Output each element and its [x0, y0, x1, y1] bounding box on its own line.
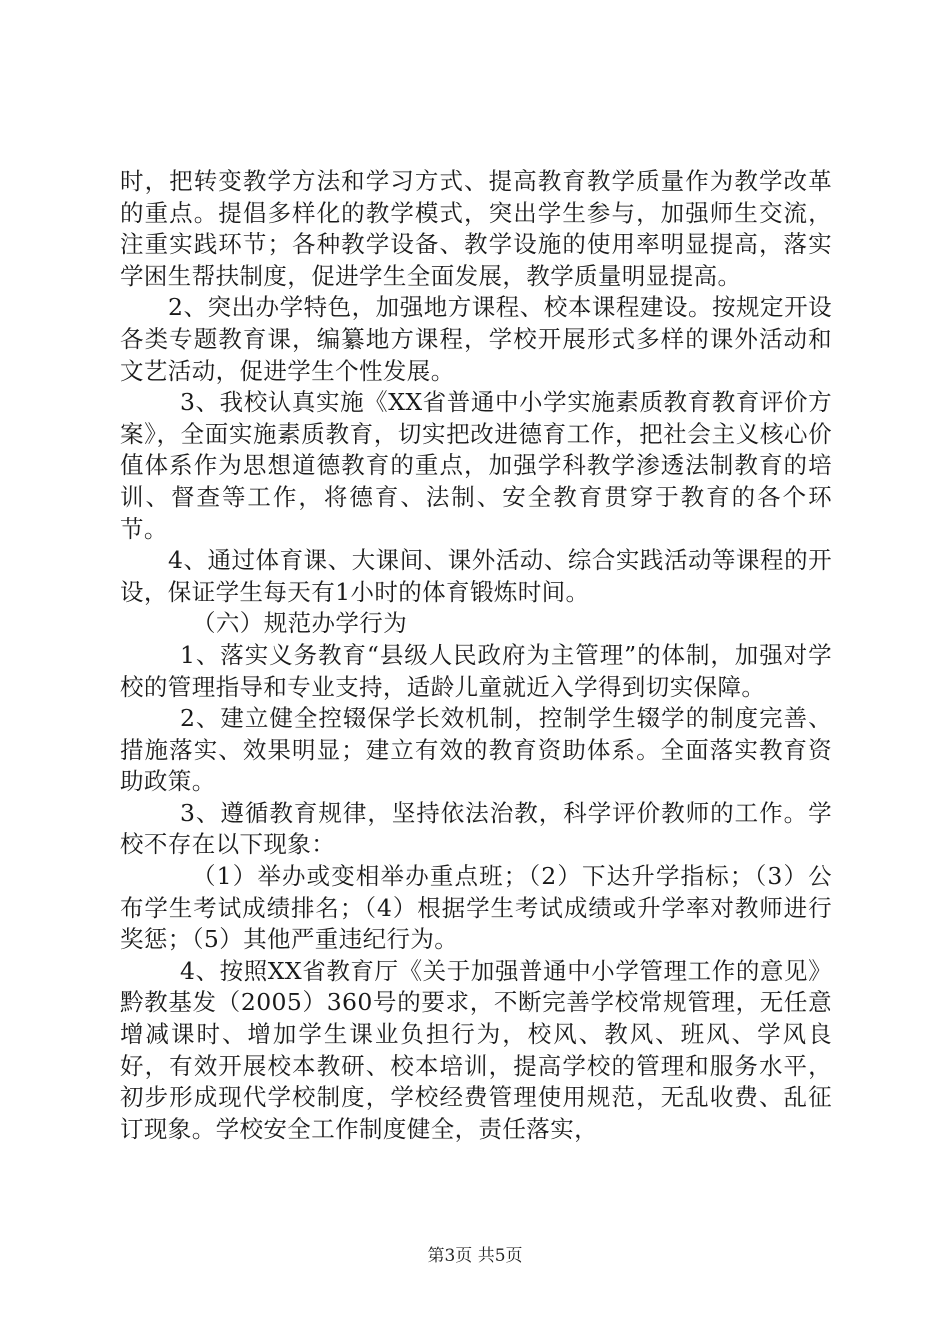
- paragraph-1: 时，把转变教学方法和学习方式、提高教育教学质量作为教学改革的重点。提倡多样化的教学模式，突出学生参与，加强师生交流，注重实践环节；各种教学设备、教学设施的使用率明显提高，落实学困生帮扶制度，促进学生全面发展，教学质量明显提高。: [120, 167, 832, 290]
- paragraph-8: （1）举办或变相举办重点班；（2）下达升学指标；（3）公布学生考试成绩排名；（4）根据学生考试成绩或升学率对教师进行奖惩；（5）其他严重违纪行为。: [120, 862, 832, 954]
- paragraph-9: 4、按照XX省教育厅《关于加强普通中小学管理工作的意见》黔教基发（2005）360号的要求，不断完善学校常规管理，无任意增减课时、增加学生课业负担行为，校风、教风、班风、学风良好，有效开展校本教研、校本培训，提高学校的管理和服务水平，初步形成现代学校制度，学校经费管理使用规范，无乱收费、乱征订现象。学校安全工作制度健全，责任落实，: [120, 956, 832, 1143]
- page-footer: 第3页 共5页: [427, 1246, 523, 1266]
- paragraph-7: 3、遵循教育规律，坚持依法治教，科学评价教师的工作。学校不存在以下现象：: [120, 798, 832, 859]
- paragraph-2: 2、突出办学特色，加强地方课程、校本课程建设。按规定开设各类专题教育课，编纂地方课程，学校开展形式多样的课外活动和文艺活动，促进学生个性发展。: [120, 293, 832, 385]
- document-body: [120, 166, 832, 1145]
- paragraph-4: 4、通过体育课、大课间、课外活动、综合实践活动等课程的开设，保证学生每天有1小时的体育锻炼时间。: [120, 546, 832, 606]
- section-heading: （六）规范办学行为: [192, 609, 408, 638]
- paragraph-5: 1、落实义务教育“县级人民政府为主管理”的体制，加强对学校的管理指导和专业支持，适龄儿童就近入学得到切实保障。: [120, 640, 832, 701]
- paragraph-6: 2、建立健全控辍保学长效机制，控制学生辍学的制度完善、措施落实、效果明显；建立有效的教育资助体系。全面落实教育资助政策。: [120, 704, 832, 796]
- paragraph-3: 3、我校认真实施《XX省普通中小学实施素质教育教育评价方案》，全面实施素质教育，切实把改进德育工作，把社会主义核心价值体系作为思想道德教育的重点，加强学科教学渗透法制教育的培训、督查等工作，将德育、法制、安全教育贯穿于教育的各个环节。: [120, 388, 832, 543]
